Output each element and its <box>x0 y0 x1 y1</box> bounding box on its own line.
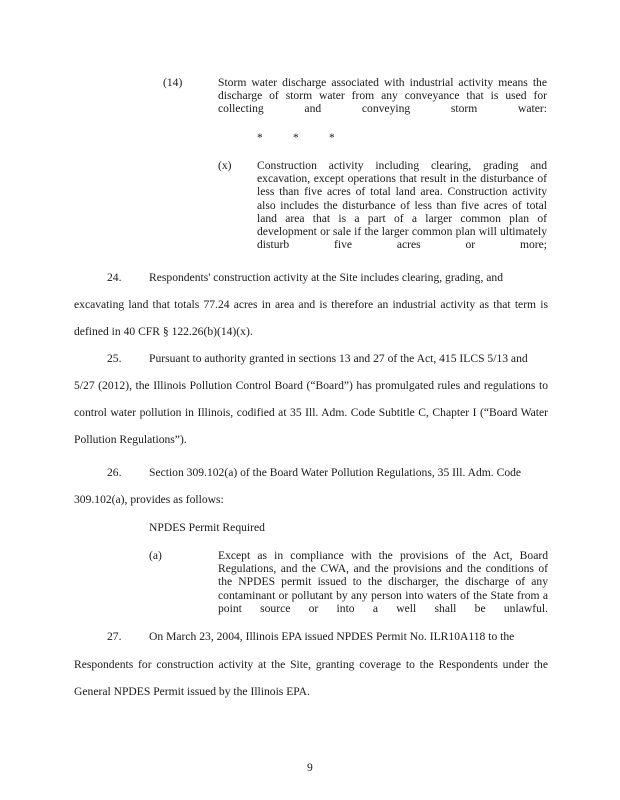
para-25-number: 25. <box>107 352 122 365</box>
para-26-text: 309.102(a), provides as follows: <box>74 493 224 506</box>
para-24-text: excavating land that totals 77.24 acres in area and is therefore an industrial activity as that term is defined in 40 CFR § 122.26(b)(14)(x). <box>74 298 548 338</box>
star: * <box>257 131 263 144</box>
quote-item-text: Except as in compliance with the provisions of the Act, Board Regulations, and the CWA, and the provisions and the conditions of the NPDES permit issued to the discharger, the discharge of any contaminant or pollutant by any person into waters of the State from a point source or into a well shall be unlawful. <box>218 549 548 615</box>
para-25-first-line: Pursuant to authority granted in sections 13 and 27 of the Act, 415 ILCS 5/13 and <box>149 352 528 365</box>
subsection-text: Storm water discharge associated with industrial activity means the discharge of storm water from any conveyance that is used for collecting and conveying storm water: <box>218 76 547 116</box>
para-25-text: 5/27 (2012), the Illinois Pollution Control Board (“Board”) has promulgated rules and regulations to control water pollution in Illinois, codified at 35 Ill. Adm. Code Subtitle C, Chapter I (“Board Water Pollution Regulations”). <box>74 379 548 446</box>
quote-item-number: (a) <box>149 549 162 562</box>
para-27-number: 27. <box>107 630 122 643</box>
page-number: 9 <box>307 761 313 774</box>
para-24-first-line: Respondents' construction activity at the Site includes clearing, grading, and <box>149 271 503 284</box>
para-27-text: Respondents for construction activity at the Site, granting coverage to the Respondents under the General NPDES Permit issued by the Illinois EPA. <box>74 658 548 698</box>
star: * <box>329 131 335 144</box>
para-26-first-line: Section 309.102(a) of the Board Water Pollution Regulations, 35 Ill. Adm. Code <box>149 466 522 479</box>
item-x-number: (x) <box>218 159 232 172</box>
para-24-number: 24. <box>107 271 122 284</box>
star: * <box>293 131 299 144</box>
subsection-number: (14) <box>163 76 183 89</box>
quote-heading: NPDES Permit Required <box>149 521 265 534</box>
para-26-number: 26. <box>107 466 122 479</box>
item-x-text: Construction activity including clearing, grading and excavation, except operations that result in the disturbance of less than five acres of total land area. Construction activity also includes the disturbance of less than five acres of total land area that is a part of a larger common plan of development or sale if the larger common plan will ultimately disturb five acres or more; <box>257 159 547 252</box>
para-27-first-line: On March 23, 2004, Illinois EPA issued NPDES Permit No. ILR10A118 to the <box>149 630 515 643</box>
